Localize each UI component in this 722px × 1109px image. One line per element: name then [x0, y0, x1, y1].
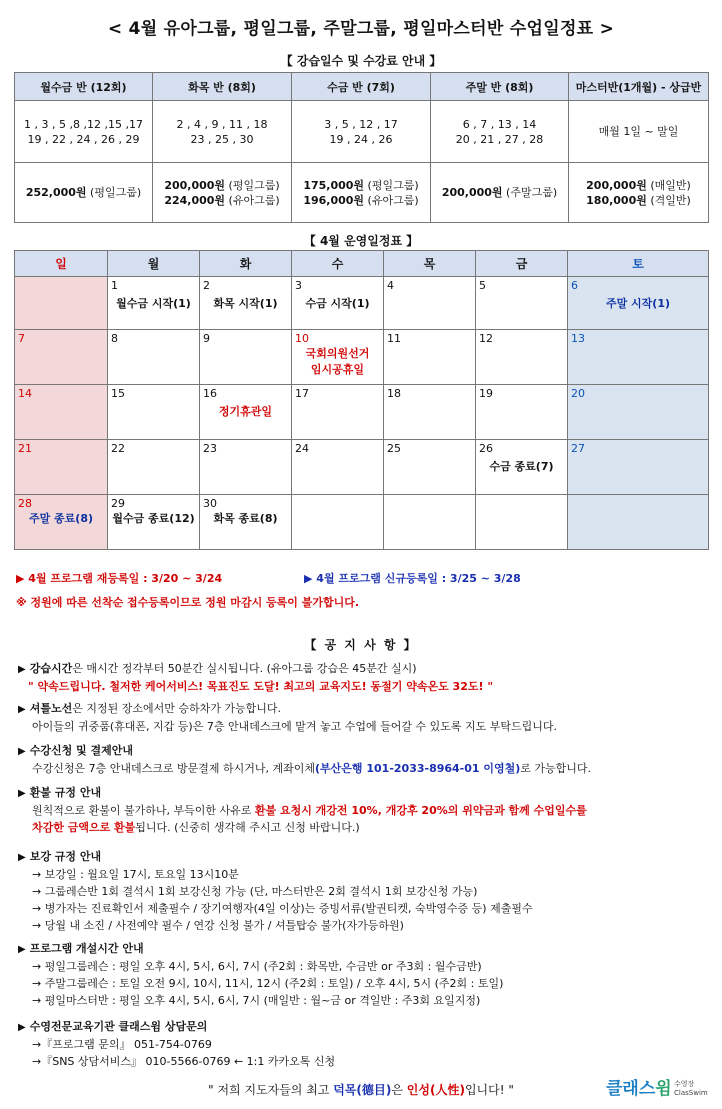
calendar-day-cell	[568, 385, 709, 440]
calendar-day-cell	[200, 495, 292, 550]
day-number: 7	[18, 332, 25, 345]
fee-days-cell: 2 , 4 , 9 , 11 , 18 23 , 25 , 30	[153, 101, 292, 163]
triangle-icon: ▶	[18, 704, 26, 715]
fee-days-cell: 매월 1일 ~ 말일	[569, 101, 709, 163]
calendar-event: 국회의원선거	[305, 347, 370, 360]
day-number: 17	[295, 387, 309, 400]
calendar-event: 주말 시작(1)	[605, 297, 671, 310]
day-number: 21	[18, 442, 32, 455]
calendar-day-cell	[108, 495, 200, 550]
calendar-day-cell	[292, 277, 384, 330]
calendar-event: 주말 종료(8)	[28, 512, 94, 525]
footer-quote: " 저희 지도자들의 최고 덕목(德目)은 인성(人性)입니다! "	[208, 1083, 514, 1097]
day-number: 6	[571, 279, 578, 292]
promise-line: " 약속드립니다. 철저한 케어서비스! 목표진도 도달! 최고의 교육지도! 동절기 약속온도 32도! "	[28, 680, 494, 693]
calendar-day-cell	[476, 495, 568, 550]
triangle-icon: ▶	[18, 852, 26, 863]
fee-header-1: 화목 반 (8회)	[153, 73, 292, 101]
registration-warning: ※ 정원에 따른 선착순 접수등록이므로 정원 마감시 등록이 불가합니다.	[16, 596, 360, 609]
triangle-icon: ▶	[18, 788, 26, 799]
day-number: 20	[571, 387, 585, 400]
notice-makeup: ▶ 보강 규정 안내 → 보강일 : 월요일 17시, 토요일 13시10분 → 그룹레슨반 1회 결석시 1회 보강신청 가능 (단, 마스터반은 2회 결석시 1회 보강신청 가능) → 병가자는 진료확인서 제출필수 / 장기여행자(4일 이상)는 증빙서류(발권티켓, 숙박영수증 등) 제출필수 → 당월 내 소진 / 사전예약 필수 / 연강 신청 불가 / 셔틀탑승 불가(자가등하원)	[18, 850, 533, 932]
weekday-header: 월	[108, 251, 200, 277]
notice-apply: ▶ 수강신청 및 결제안내 수강신청은 7층 안내데스크로 방문결제 하시거나, 계좌이체(부산은행 101-2033-8964-01 이영철)로 가능합니다.	[18, 744, 592, 775]
fee-days-cell: 1 , 3 , 5 ,8 ,12 ,15 ,17 19 , 22 , 24 , 26 , 29	[15, 101, 153, 163]
fee-amount-cell: 252,000원 (평일그룹)	[15, 163, 153, 223]
day-number: 15	[111, 387, 125, 400]
calendar-day-cell	[476, 385, 568, 440]
calendar-day-cell	[476, 277, 568, 330]
day-number: 10	[295, 332, 309, 345]
calendar-event: 월수금 시작(1)	[116, 297, 191, 310]
calendar-event: 월수금 종료(12)	[112, 512, 195, 525]
fee-header-3: 주말 반 (8회)	[431, 73, 569, 101]
day-number: 12	[479, 332, 493, 345]
day-number: 5	[479, 279, 486, 292]
notice-shuttle: ▶ 셔틀노선은 지정된 장소에서만 승하차가 가능합니다. 아이들의 귀중품(휴대폰, 지갑 등)은 7층 안내데스크에 맡겨 놓고 수업에 들어갈 수 있도록 지도 부탁드립니다.	[18, 702, 557, 733]
calendar-day-cell	[568, 495, 709, 550]
calendar-day-cell	[568, 277, 709, 330]
calendar-day-cell	[108, 440, 200, 495]
day-number: 4	[387, 279, 394, 292]
bank-account: (부산은행 101-2033-8964-01 이영철)	[315, 762, 521, 775]
notice-schedule: ▶ 프로그램 개설시간 안내 → 평일그룹레슨 : 평일 오후 4시, 5시, 6시, 7시 (주2회 : 화목반, 수금반 or 주3회 : 월수금반) → 주말그룹레슨 : 토일 오전 9시, 10시, 11시, 12시 (주2회 : 토일) / 오후 4시, 5시 (주2회 : 토일) → 평일마스터반 : 평일 오후 4시, 5시, 6시, 7시 (매일반 : 월~금 or 격일반 : 주3회 요일지정)	[18, 942, 504, 1007]
calendar-event: 화목 시작(1)	[213, 297, 278, 310]
calendar-day-cell	[292, 495, 384, 550]
weekday-header: 화	[200, 251, 292, 277]
calendar-day-cell	[568, 440, 709, 495]
calendar-day-cell	[568, 330, 709, 385]
fee-amount-cell: 200,000원 (주말그룹)	[431, 163, 569, 223]
calendar-event: 수금 시작(1)	[305, 297, 370, 310]
page-title: < 4월 유아그룹, 평일그룹, 주말그룹, 평일마스터반 수업일정표 >	[107, 19, 615, 39]
weekday-header: 일	[15, 251, 108, 277]
fee-table	[14, 72, 709, 223]
calendar-day-cell	[384, 330, 476, 385]
calendar-day-cell	[384, 277, 476, 330]
calendar-day-cell	[384, 495, 476, 550]
calendar-day-cell	[15, 330, 108, 385]
fee-header-2: 수금 반 (7회)	[292, 73, 431, 101]
day-number: 19	[479, 387, 493, 400]
fee-header-0: 월수금 반 (12회)	[15, 73, 153, 101]
day-number: 14	[18, 387, 32, 400]
day-number: 27	[571, 442, 585, 455]
day-number: 2	[203, 279, 210, 292]
calendar-day-cell	[15, 440, 108, 495]
calendar-event: 임시공휴일	[310, 363, 365, 376]
triangle-icon: ▶	[18, 746, 26, 757]
fee-section-title: 【 강습일수 및 수강료 안내 】	[280, 54, 442, 68]
calendar-day-cell	[476, 440, 568, 495]
notice-contact: ▶ 수영전문교육기관 클래스윔 상담문의 →『프로그램 문의』 051-754-0769 →『SNS 상담서비스』 010-5566-0769 ← 1:1 카카오톡 신청	[18, 1020, 336, 1068]
fee-amount-cell: 175,000원 (평일그룹) 196,000원 (유아그룹)	[292, 163, 431, 223]
day-number: 26	[479, 442, 493, 455]
fee-header-4: 마스터반(1개월) - 상급반	[569, 73, 709, 101]
day-number: 30	[203, 497, 217, 510]
calendar-day-cell	[15, 495, 108, 550]
fee-amount-cell: 200,000원 (매일반) 180,000원 (격일반)	[569, 163, 709, 223]
weekday-header: 수	[292, 251, 384, 277]
calendar-event: 화목 종료(8)	[213, 512, 278, 525]
day-number: 28	[18, 497, 32, 510]
calendar-title: 【 4월 운영일정표 】	[303, 234, 419, 248]
day-number: 22	[111, 442, 125, 455]
calendar-table	[14, 250, 709, 550]
calendar-day-cell	[200, 440, 292, 495]
weekday-header: 금	[476, 251, 568, 277]
new-registration: ▶ 4월 프로그램 신규등록일 : 3/25 ~ 3/28	[304, 572, 521, 585]
calendar-day-cell	[108, 385, 200, 440]
day-number: 9	[203, 332, 210, 345]
fee-days-cell: 3 , 5 , 12 , 17 19 , 24 , 26	[292, 101, 431, 163]
calendar-day-cell	[108, 277, 200, 330]
returning-registration: ▶ 4월 프로그램 재등록일 : 3/20 ~ 3/24	[16, 572, 223, 585]
fee-days-cell: 6 , 7 , 13 , 14 20 , 21 , 27 , 28	[431, 101, 569, 163]
triangle-icon: ▶	[18, 664, 26, 675]
triangle-icon: ▶	[18, 1022, 26, 1033]
day-number: 1	[111, 279, 118, 292]
notice-time: ▶ 강습시간은 매시간 정각부터 50분간 실시됩니다. (유아그룹 강습은 45분간 실시) " 약속드립니다. 철저한 케어서비스! 목표진도 도달! 최고의 교육지도! 동절기 약속온도 32도! "	[18, 660, 708, 695]
triangle-icon: ▶	[18, 944, 26, 955]
calendar-day-cell	[476, 330, 568, 385]
day-number: 25	[387, 442, 401, 455]
weekday-header: 토	[568, 251, 709, 277]
calendar-day-cell	[292, 385, 384, 440]
classwim-logo: 클래스윔 수영장 ClasSwim	[606, 1079, 708, 1099]
notice-title: 【 공 지 사 항 】	[304, 638, 418, 652]
day-number: 13	[571, 332, 585, 345]
calendar-day-cell	[15, 385, 108, 440]
calendar-event: 수금 종료(7)	[489, 460, 554, 473]
day-number: 8	[111, 332, 118, 345]
day-number: 18	[387, 387, 401, 400]
calendar-day-cell	[15, 277, 108, 330]
day-number: 29	[111, 497, 125, 510]
calendar-day-cell	[384, 385, 476, 440]
day-number: 23	[203, 442, 217, 455]
day-number: 11	[387, 332, 401, 345]
fee-amount-cell: 200,000원 (평일그룹) 224,000원 (유아그룹)	[153, 163, 292, 223]
calendar-day-cell	[200, 330, 292, 385]
calendar-day-cell	[292, 330, 384, 385]
day-number: 24	[295, 442, 309, 455]
calendar-event: 정기휴관일	[218, 405, 273, 418]
calendar-day-cell	[108, 330, 200, 385]
calendar-day-cell	[384, 440, 476, 495]
calendar-day-cell	[200, 277, 292, 330]
notice-refund: ▶ 환불 규정 안내 원칙적으로 환불이 불가하나, 부득이한 사유로 환불 요청시 개강전 10%, 개강후 20%의 위약금과 함께 수업일수를 차감한 금액으로 환불됩니다. (신중히 생각해 주시고 신청 바랍니다.)	[18, 786, 587, 834]
calendar-day-cell	[292, 440, 384, 495]
day-number: 16	[203, 387, 217, 400]
day-number: 3	[295, 279, 302, 292]
weekday-header: 목	[384, 251, 476, 277]
calendar-day-cell	[200, 385, 292, 440]
